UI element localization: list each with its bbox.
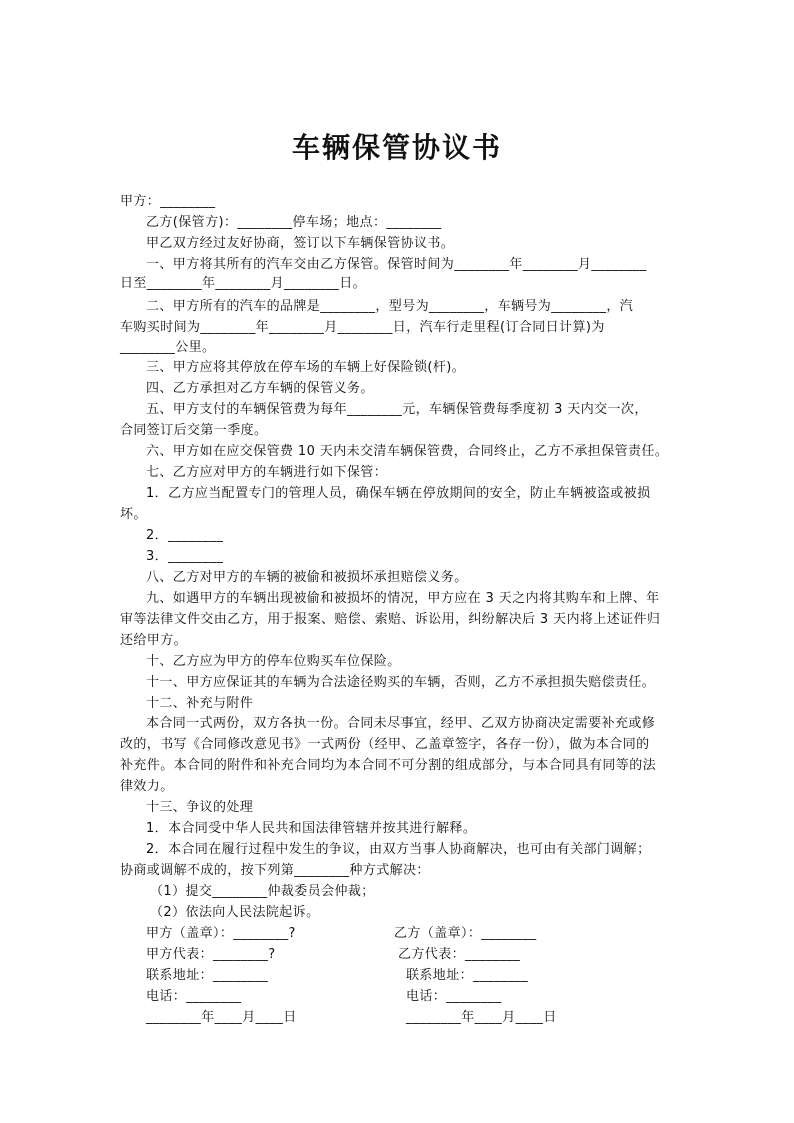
party-b-phone: 电话：________ <box>406 989 502 1004</box>
text-line: 七、乙方应对甲方的车辆进行如下保管： <box>146 465 388 480</box>
text-line: 四、乙方承担对乙方车辆的保管义务。 <box>146 381 374 396</box>
text-line: 六、甲方如在应交保管费 10 天内未交清车辆保管费，合同终止，乙方不承担保管责任。 <box>146 444 669 459</box>
text-line: 本合同一式两份，双方各执一份。合同未尽事宜，经甲、乙双方协商决定需要补充或修 <box>146 716 656 731</box>
party-b-seal: 乙方（盖章）：________ <box>394 926 537 941</box>
text-line: 坏。 <box>120 507 147 522</box>
party-b-address: 联系地址：________ <box>406 968 529 983</box>
text-line: 十、乙方应为甲方的停车位购买车位保险。 <box>146 654 401 669</box>
party-b-representative: 乙方代表：________ <box>398 947 521 962</box>
text-line: 十二、补充与附件 <box>146 696 254 711</box>
text-line: （2）依法向人民法院起诉。 <box>150 905 320 920</box>
text-line: 甲方：________ <box>120 194 216 209</box>
party-a-representative: 甲方代表：________? <box>146 947 276 962</box>
text-line: 十三、争议的处理 <box>146 800 254 815</box>
text-line: （1）提交________仲裁委员会仲裁； <box>150 884 375 899</box>
text-line: 三、甲方应将其停放在停车场的车辆上好保险锁(杆)。 <box>146 360 466 375</box>
party-a-address: 联系地址：________ <box>146 968 269 983</box>
document-title: 车辆保管协议书 <box>291 131 502 164</box>
text-line: 甲乙双方经过友好协商，签订以下车辆保管协议书。 <box>146 236 455 251</box>
text-line: 合同签订后交第一季度。 <box>120 423 268 438</box>
text-line: 车购买时间为________年________月________日，汽车行走里程(订合同日计算)为 <box>120 320 605 335</box>
text-line: 补充件。本合同的附件和补充合同均为本合同不可分割的组成部分，与本合同具有同等的法 <box>120 758 657 773</box>
party-a-phone: 电话：________ <box>146 989 242 1004</box>
text-line: 九、如遇甲方的车辆出现被偷和被损坏的情况，甲方应在 3 天之内将其购车和上牌、年 <box>146 591 660 606</box>
text-line: 十一、甲方应保证其的车辆为合法途径购买的车辆，否则，乙方不承担损失赔偿责任。 <box>146 675 656 690</box>
party-a-date: ________年____月____日 <box>146 1010 297 1025</box>
text-line: 乙方(保管方)：________停车场；地点：________ <box>146 215 442 230</box>
text-line: 1．本合同受中华人民共和国法律管辖并按其进行解释。 <box>146 821 477 836</box>
text-line: 1．乙方应当配置专门的管理人员，确保车辆在停放期间的安全，防止车辆被盗或被损 <box>146 486 651 501</box>
party-a-seal: 甲方（盖章）：________? <box>146 926 296 941</box>
party-b-date: ________年____月____日 <box>406 1010 557 1025</box>
text-line: 改的，书写《合同修改意见书》一式两份（经甲、乙盖章签字，各存一份），做为本合同的 <box>120 737 650 752</box>
text-line: 一、甲方将其所有的汽车交由乙方保管。保管时间为________年________月________ <box>146 257 647 272</box>
text-line: 2．________ <box>146 528 224 543</box>
text-line: 八、乙方对甲方的车辆的被偷和被损坏承担赔偿义务。 <box>146 570 468 585</box>
text-line: 二、甲方所有的汽车的品牌是________，型号为________，车辆号为________，汽 <box>146 299 634 314</box>
text-line: ________公里。 <box>120 340 216 355</box>
text-line: 还给甲方。 <box>120 633 188 648</box>
text-line: 日至________年________月________日。 <box>120 276 366 291</box>
text-line: 律效力。 <box>120 779 174 794</box>
text-line: 2．本合同在履行过程中发生的争议，由双方当事人协商解决，也可由有关部门调解； <box>146 842 651 857</box>
text-line: 3．________ <box>146 549 224 564</box>
text-line: 协商或调解不成的，按下列第________种方式解决： <box>120 863 430 878</box>
text-line: 审等法律文件交由乙方，用于报案、赔偿、索赔、诉讼用，纠纷解决后 3 天内将上述证件归 <box>120 612 661 627</box>
text-line: 五、甲方支付的车辆保管费为每年________元，车辆保管费每季度初 3 天内交一次， <box>146 402 648 417</box>
